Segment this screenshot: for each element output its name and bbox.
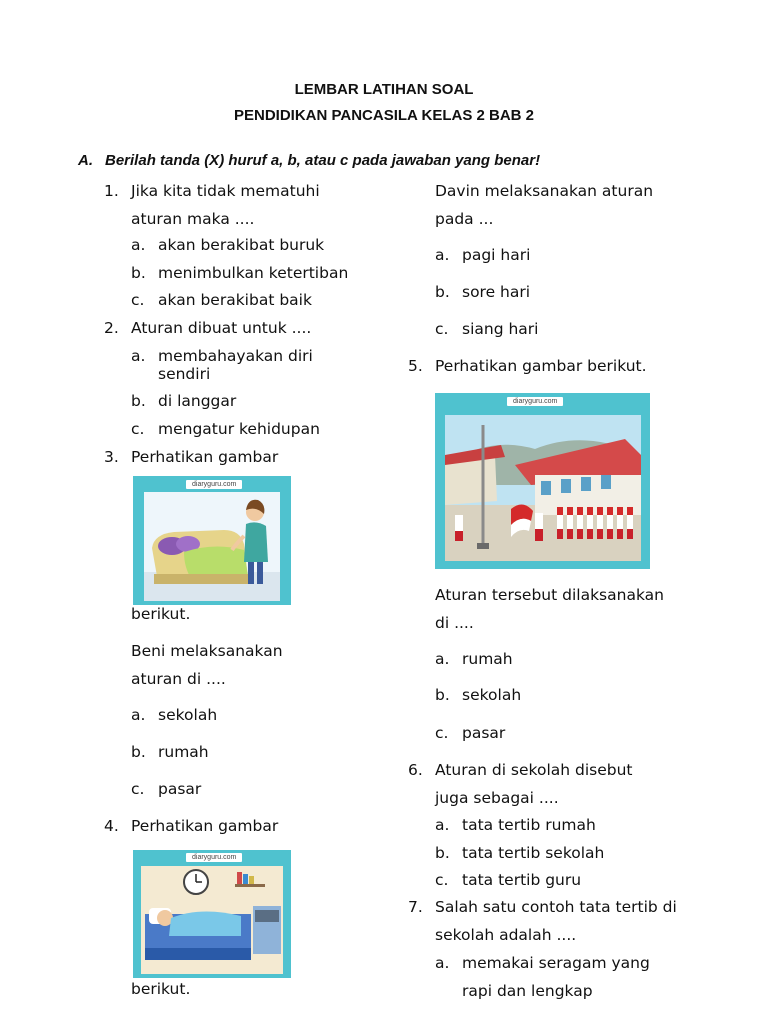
option-text[interactable]: sekolah [462, 686, 522, 704]
option-text-cont[interactable]: sendiri [158, 365, 211, 383]
option-letter[interactable]: c. [131, 780, 145, 798]
option-letter[interactable]: a. [435, 246, 450, 264]
question-text: Beni melaksanakan [131, 642, 283, 660]
option-text[interactable]: pasar [158, 780, 202, 798]
bedroom-scene-image [144, 492, 280, 601]
question-text: Aturan dibuat untuk .... [131, 319, 312, 337]
option-text[interactable]: tata tertib guru [462, 871, 582, 889]
question-text: sekolah adalah .... [435, 926, 577, 944]
question-number: 5. [408, 357, 423, 375]
option-letter[interactable]: b. [435, 686, 450, 704]
option-text[interactable]: akan berakibat buruk [158, 236, 325, 254]
question-text: Perhatikan gambar berikut. [435, 357, 647, 375]
question-text: Davin melaksanakan aturan [435, 182, 654, 200]
question-number: 1. [104, 182, 119, 200]
option-text-cont[interactable]: rapi dan lengkap [462, 982, 593, 1000]
question-text: Aturan di sekolah disebut [435, 761, 633, 779]
question-text: di .... [435, 614, 474, 632]
option-text[interactable]: pagi hari [462, 246, 531, 264]
option-letter[interactable]: a. [435, 650, 450, 668]
question-text: aturan di .... [131, 670, 226, 688]
question-number: 7. [408, 898, 423, 916]
option-letter[interactable]: a. [435, 954, 450, 972]
worksheet-subtitle: PENDIDIKAN PANCASILA KELAS 2 BAB 2 [233, 107, 535, 124]
question-text: Perhatikan gambar [131, 448, 279, 466]
option-letter[interactable]: b. [435, 844, 450, 862]
question-text: Jika kita tidak mematuhi [131, 182, 320, 200]
option-letter[interactable]: a. [131, 236, 146, 254]
question-text: Salah satu contoh tata tertib di [435, 898, 677, 916]
illustration-making-bed [133, 476, 291, 605]
question-text: Aturan tersebut dilaksanakan [435, 586, 664, 604]
option-letter[interactable]: b. [131, 743, 146, 761]
option-text[interactable]: rumah [158, 743, 209, 761]
option-letter[interactable]: a. [435, 816, 450, 834]
option-text[interactable]: akan berakibat baik [158, 291, 312, 309]
section-marker: A. [78, 152, 93, 169]
question-text: pada ... [435, 210, 494, 228]
illustration-flag-ceremony [435, 393, 650, 569]
worksheet-title: LEMBAR LATIHAN SOAL [294, 81, 474, 98]
question-number: 4. [104, 817, 119, 835]
option-letter[interactable]: c. [435, 724, 449, 742]
question-text: aturan maka .... [131, 210, 255, 228]
option-text[interactable]: sekolah [158, 706, 218, 724]
option-letter[interactable]: a. [131, 347, 146, 365]
question-number: 2. [104, 319, 119, 337]
option-letter[interactable]: c. [435, 320, 449, 338]
option-letter[interactable]: b. [131, 392, 146, 410]
question-text: Perhatikan gambar [131, 817, 279, 835]
option-letter[interactable]: b. [435, 283, 450, 301]
section-instruction: Berilah tanda (X) huruf a, b, atau c pada jawaban yang benar! [105, 152, 541, 169]
question-number: 6. [408, 761, 423, 779]
option-text[interactable]: tata tertib rumah [462, 816, 596, 834]
question-number: 3. [104, 448, 119, 466]
question-text: juga sebagai .... [435, 789, 559, 807]
option-letter[interactable]: b. [131, 264, 146, 282]
question-text: berikut. [131, 980, 191, 998]
watermark-label: diaryguru.com [507, 397, 563, 406]
option-text[interactable]: siang hari [462, 320, 539, 338]
option-text[interactable]: menimbulkan ketertiban [158, 264, 349, 282]
option-text[interactable]: membahayakan diri [158, 347, 313, 365]
option-text[interactable]: di langgar [158, 392, 237, 410]
option-text[interactable]: mengatur kehidupan [158, 420, 320, 438]
bedroom-sleep-scene-image [141, 866, 283, 974]
option-text[interactable]: sore hari [462, 283, 531, 301]
option-letter[interactable]: c. [131, 420, 145, 438]
option-text[interactable]: memakai seragam yang [462, 954, 650, 972]
option-letter[interactable]: c. [435, 871, 449, 889]
illustration-sleeping-child [133, 850, 291, 978]
option-text[interactable]: rumah [462, 650, 513, 668]
watermark-label: diaryguru.com [186, 853, 242, 862]
option-text[interactable]: tata tertib sekolah [462, 844, 605, 862]
option-text[interactable]: pasar [462, 724, 506, 742]
option-letter[interactable]: a. [131, 706, 146, 724]
option-letter[interactable]: c. [131, 291, 145, 309]
watermark-label: diaryguru.com [186, 480, 242, 489]
question-text: berikut. [131, 605, 191, 623]
school-ceremony-scene-image [445, 415, 641, 561]
